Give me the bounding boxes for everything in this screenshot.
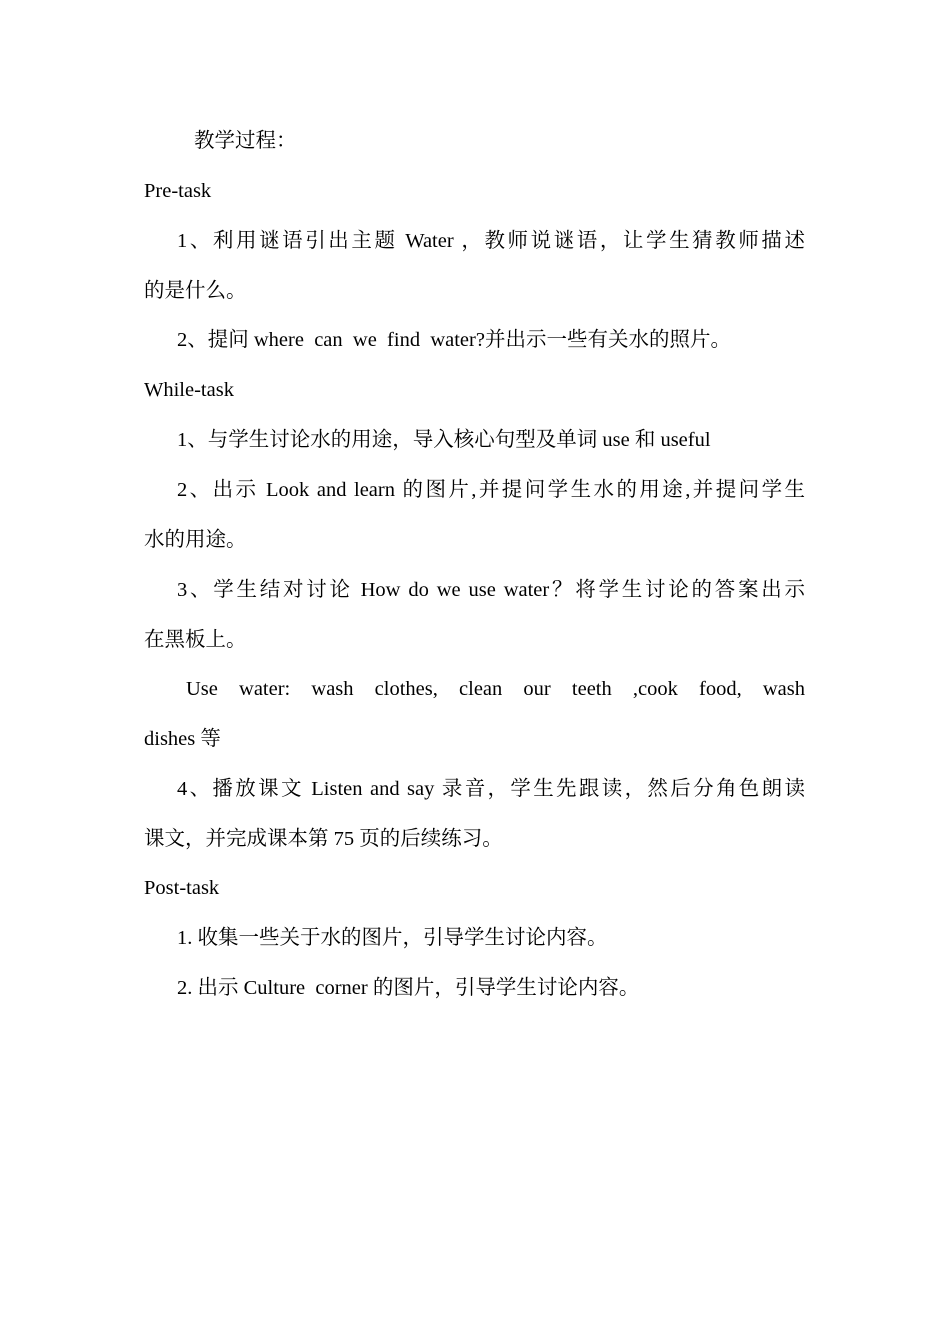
while-task-title: While-task	[144, 379, 234, 401]
while-task-item-4-line-1: 4、播放课文 Listen and say 录音，学生先跟读，然后分角色朗读	[177, 778, 805, 800]
while-task-item-2-line-2: 水的用途。	[144, 529, 247, 551]
use-water-line-2: dishes 等	[144, 728, 221, 750]
post-task-item-2: 2. 出示 Culture corner 的图片，引导学生讨论内容。	[177, 977, 640, 999]
use-water-line-1: Use water: wash clothes, clean our teeth ,cook food, wash	[186, 678, 805, 700]
while-task-item-4-line-2: 课文，并完成课本第 75 页的后续练习。	[144, 828, 503, 850]
while-task-item-2-line-1: 2、出示 Look and learn 的图片,并提问学生水的用途,并提问学生	[177, 479, 805, 501]
pre-task-item-1-line-1: 1、利用谜语引出主题 Water ，教师说谜语，让学生猜教师描述	[177, 230, 805, 252]
pre-task-item-2: 2、提问 where can we find water?并出示一些有关水的照片。	[177, 329, 731, 351]
while-task-item-1: 1、与学生讨论水的用途，导入核心句型及单词 use 和 useful	[177, 429, 711, 451]
while-task-item-3-line-1: 3、学生结对讨论 How do we use water？将学生讨论的答案出示	[177, 579, 805, 601]
pre-task-item-1-line-2: 的是什么。	[144, 280, 247, 302]
post-task-title: Post-task	[144, 877, 220, 899]
while-task-item-3-line-2: 在黑板上。	[144, 629, 247, 651]
pre-task-title: Pre-task	[144, 180, 212, 202]
section-heading: 教学过程：	[194, 130, 297, 152]
post-task-item-1: 1. 收集一些关于水的图片，引导学生讨论内容。	[177, 927, 608, 949]
